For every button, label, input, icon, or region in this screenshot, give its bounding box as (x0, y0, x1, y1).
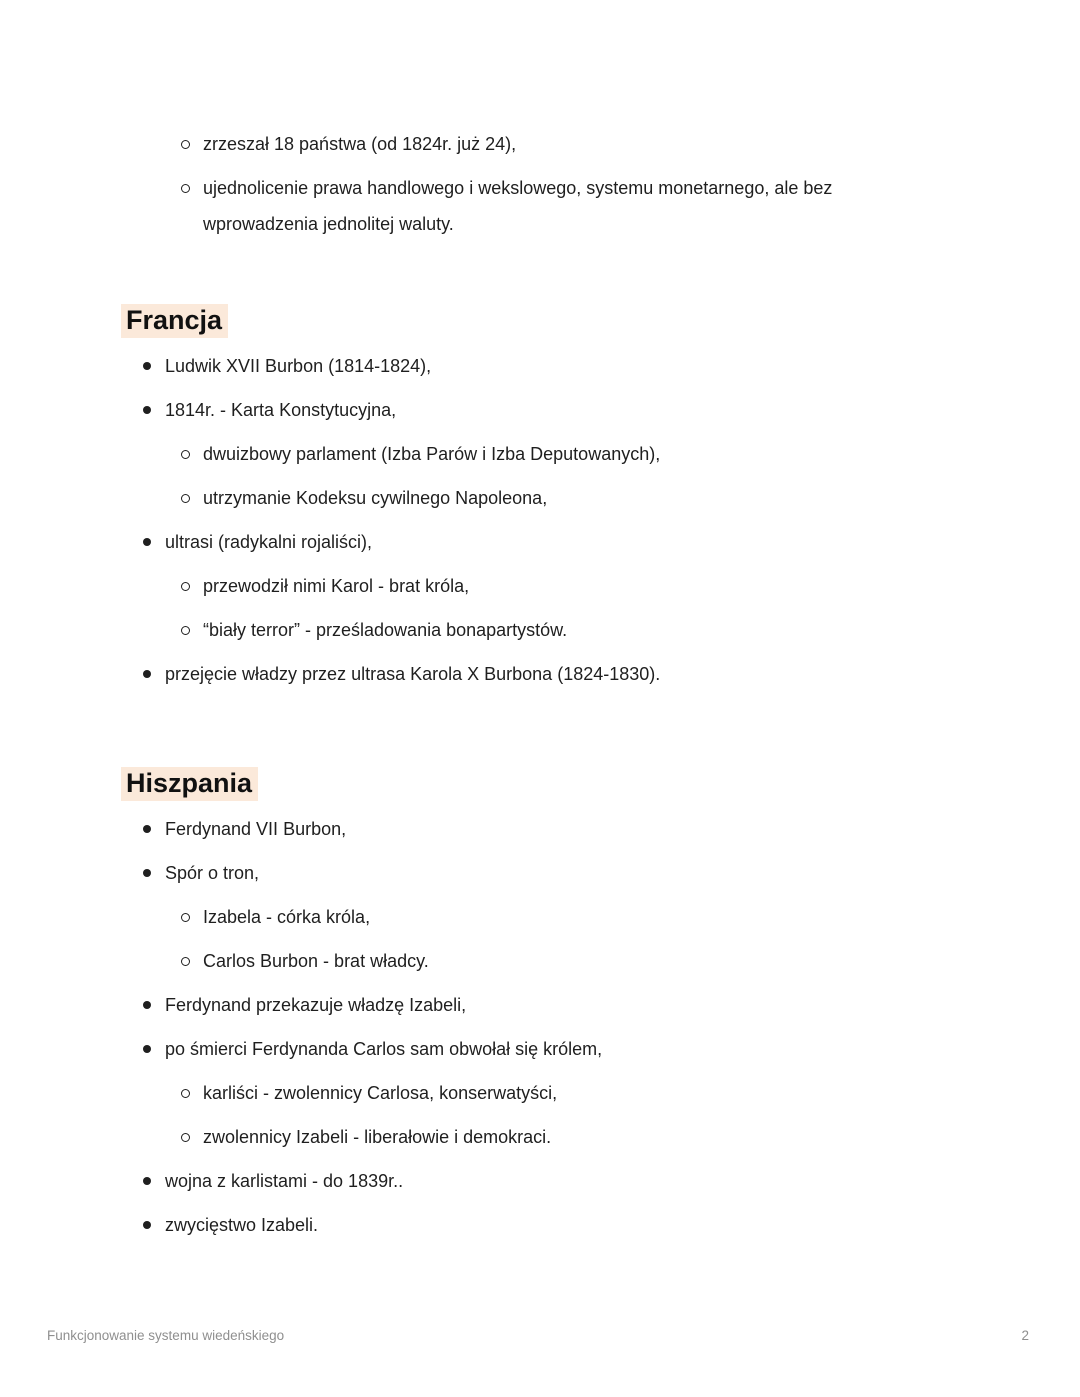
list-item-text: karliści - zwolennicy Carlosa, konserwatyści, (203, 1083, 558, 1103)
list-item (0, 899, 1080, 935)
disc-bullet-icon (143, 538, 151, 546)
list-item (0, 855, 1080, 891)
list-item-text: Carlos Burbon - brat władcy. (203, 951, 429, 971)
list-item-text: po śmierci Ferdynanda Carlos sam obwołał się królem, (165, 1039, 603, 1059)
disc-bullet-icon (143, 1221, 151, 1229)
list-item-text: zwolennicy Izabeli - liberałowie i demokraci. (203, 1127, 552, 1147)
list-item (0, 392, 1080, 428)
circle-bullet-icon (181, 140, 190, 149)
list-item (0, 1207, 1080, 1243)
list-item-text: ultrasi (radykalni rojaliści), (165, 532, 373, 552)
circle-bullet-icon (181, 1089, 190, 1098)
list-item (0, 943, 1080, 979)
circle-bullet-icon (181, 494, 190, 503)
list-item (0, 348, 1080, 384)
footer-document-title: Funkcjonowanie systemu wiedeńskiego (47, 1328, 285, 1343)
list-item (0, 170, 1080, 242)
list-item-text: utrzymanie Kodeksu cywilnego Napoleona, (203, 488, 548, 508)
list-item-text: Ferdynand przekazuje władzę Izabeli, (165, 995, 467, 1015)
list-item-text: zwycięstwo Izabeli. (165, 1215, 319, 1235)
disc-bullet-icon (143, 869, 151, 877)
list-item (0, 1031, 1080, 1067)
section-heading-text: Hiszpania (121, 767, 258, 801)
list-item (0, 612, 1080, 648)
circle-bullet-icon (181, 184, 190, 193)
list-item-text: Ludwik XVII Burbon (1814-1824), (165, 356, 432, 376)
circle-bullet-icon (181, 957, 190, 966)
disc-bullet-icon (143, 825, 151, 833)
page-footer (47, 1328, 1029, 1343)
circle-bullet-icon (181, 582, 190, 591)
list-item-text: zrzeszał 18 państwa (od 1824r. już 24), (203, 134, 517, 154)
list-item (0, 126, 1080, 162)
disc-bullet-icon (143, 406, 151, 414)
list-item (0, 811, 1080, 847)
list-item-text: 1814r. - Karta Konstytucyjna, (165, 400, 397, 420)
circle-bullet-icon (181, 450, 190, 459)
list-item-text: przejęcie władzy przez ultrasa Karola X Burbona (1824-1830). (165, 664, 661, 684)
list-item (0, 1119, 1080, 1155)
list-item-text: wojna z karlistami - do 1839r.. (165, 1171, 404, 1191)
list-item-text: ujednolicenie prawa handlowego i wekslowego, systemu monetarnego, ale bez wprowadzenia jednolitej waluty. (203, 178, 833, 234)
list-item (0, 568, 1080, 604)
list-item (0, 480, 1080, 516)
list-item (0, 656, 1080, 692)
section-heading-francja (121, 300, 1080, 340)
list-item (0, 524, 1080, 560)
circle-bullet-icon (181, 913, 190, 922)
list-item-text: przewodził nimi Karol - brat króla, (203, 576, 470, 596)
list-item-text: dwuizbowy parlament (Izba Parów i Izba Deputowanych), (203, 444, 661, 464)
disc-bullet-icon (143, 1045, 151, 1053)
list-item (0, 987, 1080, 1023)
disc-bullet-icon (143, 1177, 151, 1185)
list-item-text: Izabela - córka króla, (203, 907, 371, 927)
section-heading-text: Francja (121, 304, 228, 338)
list-item (0, 436, 1080, 472)
disc-bullet-icon (143, 362, 151, 370)
list-item-text: Spór o tron, (165, 863, 260, 883)
list-item (0, 1163, 1080, 1199)
disc-bullet-icon (143, 670, 151, 678)
list-item-text: “biały terror” - prześladowania bonapartystów. (203, 620, 568, 640)
section-heading-hiszpania (121, 763, 1080, 803)
circle-bullet-icon (181, 1133, 190, 1142)
list-item-text: Ferdynand VII Burbon, (165, 819, 347, 839)
footer-page-number: 2 (1021, 1328, 1029, 1343)
circle-bullet-icon (181, 626, 190, 635)
disc-bullet-icon (143, 1001, 151, 1009)
list-item (0, 1075, 1080, 1111)
